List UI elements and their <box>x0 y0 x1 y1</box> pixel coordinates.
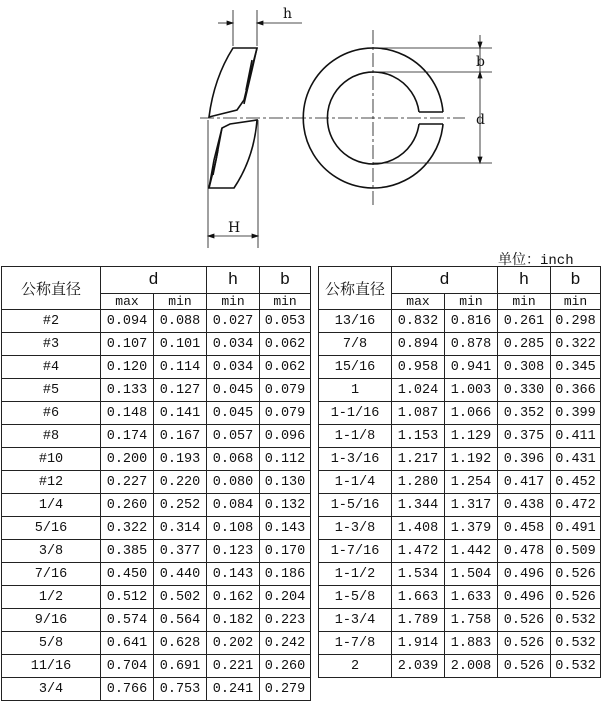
cell-d-max: 1.344 <box>392 494 445 517</box>
cell-b-min: 0.079 <box>260 402 311 425</box>
table-row <box>2 471 311 494</box>
cell-b-min: 0.186 <box>260 563 311 586</box>
cell-h-min: 0.162 <box>207 586 260 609</box>
cell-b-min: 0.526 <box>551 586 601 609</box>
cell-h-min: 0.057 <box>207 425 260 448</box>
table-row <box>319 517 601 540</box>
cell-nominal-size: 11/16 <box>2 655 101 678</box>
cell-nominal-size: 7/8 <box>319 333 392 356</box>
cell-b-min: 0.532 <box>551 632 601 655</box>
cell-b-min: 0.130 <box>260 471 311 494</box>
cell-d-max: 0.574 <box>101 609 154 632</box>
table-row <box>319 448 601 471</box>
table-row <box>2 563 311 586</box>
cell-nominal-size: #6 <box>2 402 101 425</box>
cell-h-min: 0.221 <box>207 655 260 678</box>
header-d-max: max <box>101 294 154 310</box>
cell-d-max: 0.120 <box>101 356 154 379</box>
cell-h-min: 0.478 <box>498 540 551 563</box>
cell-nominal-size: 3/4 <box>2 678 101 701</box>
cell-d-max: 0.894 <box>392 333 445 356</box>
cell-nominal-size: 1-1/8 <box>319 425 392 448</box>
cell-h-min: 0.352 <box>498 402 551 425</box>
table-row <box>319 632 601 655</box>
cell-b-min: 0.491 <box>551 517 601 540</box>
cell-b-min: 0.298 <box>551 310 601 333</box>
cell-b-min: 0.223 <box>260 609 311 632</box>
table-row <box>2 379 311 402</box>
cell-h-min: 0.080 <box>207 471 260 494</box>
cell-nominal-size: 1-7/16 <box>319 540 392 563</box>
cell-nominal-size: 1-7/8 <box>319 632 392 655</box>
cell-d-min: 1.254 <box>445 471 498 494</box>
cell-d-max: 0.227 <box>101 471 154 494</box>
header-d: d <box>392 267 498 294</box>
cell-b-min: 0.132 <box>260 494 311 517</box>
table-row <box>2 310 311 333</box>
cell-b-min: 0.204 <box>260 586 311 609</box>
cell-d-min: 0.564 <box>154 609 207 632</box>
cell-d-max: 0.704 <box>101 655 154 678</box>
table-row <box>2 494 311 517</box>
cell-d-min: 1.379 <box>445 517 498 540</box>
label-d: d <box>476 112 485 128</box>
cell-nominal-size: 1 <box>319 379 392 402</box>
cell-d-min: 0.816 <box>445 310 498 333</box>
cell-h-min: 0.034 <box>207 333 260 356</box>
cell-d-max: 1.280 <box>392 471 445 494</box>
cell-d-min: 0.628 <box>154 632 207 655</box>
cell-h-min: 0.308 <box>498 356 551 379</box>
cell-d-min: 1.317 <box>445 494 498 517</box>
header-h: h <box>207 267 260 294</box>
table-row <box>319 356 601 379</box>
header-h: h <box>498 267 551 294</box>
cell-nominal-size: 9/16 <box>2 609 101 632</box>
cell-d-max: 0.107 <box>101 333 154 356</box>
cell-d-min: 2.008 <box>445 655 498 678</box>
spring-washer-drawing <box>0 0 604 250</box>
cell-b-min: 0.399 <box>551 402 601 425</box>
header-d-min: min <box>445 294 498 310</box>
table-row <box>2 448 311 471</box>
cell-b-min: 0.532 <box>551 655 601 678</box>
header-h-min: min <box>207 294 260 310</box>
cell-d-max: 0.260 <box>101 494 154 517</box>
cell-h-min: 0.034 <box>207 356 260 379</box>
table-row <box>319 425 601 448</box>
cell-d-min: 1.883 <box>445 632 498 655</box>
cell-b-min: 0.526 <box>551 563 601 586</box>
cell-d-max: 1.472 <box>392 540 445 563</box>
cell-nominal-size: 1-5/8 <box>319 586 392 609</box>
cell-d-min: 1.504 <box>445 563 498 586</box>
header-b: b <box>551 267 601 294</box>
cell-b-min: 0.366 <box>551 379 601 402</box>
table-row <box>2 356 311 379</box>
cell-d-min: 0.753 <box>154 678 207 701</box>
cell-h-min: 0.526 <box>498 632 551 655</box>
header-b-min: min <box>551 294 601 310</box>
cell-d-min: 0.502 <box>154 586 207 609</box>
cell-d-min: 0.440 <box>154 563 207 586</box>
cell-nominal-size: 1-3/8 <box>319 517 392 540</box>
cell-h-min: 0.396 <box>498 448 551 471</box>
cell-d-max: 0.832 <box>392 310 445 333</box>
table-row <box>319 379 601 402</box>
cell-h-min: 0.330 <box>498 379 551 402</box>
cell-h-min: 0.123 <box>207 540 260 563</box>
cell-d-min: 1.129 <box>445 425 498 448</box>
cell-b-min: 0.509 <box>551 540 601 563</box>
cell-d-max: 0.641 <box>101 632 154 655</box>
cell-d-max: 0.958 <box>392 356 445 379</box>
cell-h-min: 0.068 <box>207 448 260 471</box>
cell-d-max: 0.133 <box>101 379 154 402</box>
cell-d-min: 0.314 <box>154 517 207 540</box>
cell-h-min: 0.458 <box>498 517 551 540</box>
table-row <box>2 425 311 448</box>
label-H: H <box>228 220 241 236</box>
cell-d-max: 1.217 <box>392 448 445 471</box>
cell-nominal-size: 1-1/16 <box>319 402 392 425</box>
table-row <box>319 402 601 425</box>
header-b: b <box>260 267 311 294</box>
cell-b-min: 0.345 <box>551 356 601 379</box>
dimension-table-right <box>318 266 601 678</box>
table-row <box>2 333 311 356</box>
cell-d-min: 1.758 <box>445 609 498 632</box>
table-row <box>319 540 601 563</box>
cell-nominal-size: 1-1/4 <box>319 471 392 494</box>
cell-d-min: 0.088 <box>154 310 207 333</box>
cell-b-min: 0.260 <box>260 655 311 678</box>
cell-h-min: 0.108 <box>207 517 260 540</box>
dimension-table-left <box>1 266 311 701</box>
table-row <box>2 540 311 563</box>
cell-d-min: 0.101 <box>154 333 207 356</box>
table-row <box>2 586 311 609</box>
cell-h-min: 0.241 <box>207 678 260 701</box>
cell-d-max: 1.024 <box>392 379 445 402</box>
cell-nominal-size: #3 <box>2 333 101 356</box>
cell-nominal-size: 1-5/16 <box>319 494 392 517</box>
cell-b-min: 0.062 <box>260 333 311 356</box>
table-row <box>319 310 601 333</box>
cell-nominal-size: #4 <box>2 356 101 379</box>
cell-b-min: 0.112 <box>260 448 311 471</box>
cell-d-max: 0.766 <box>101 678 154 701</box>
cell-d-max: 0.512 <box>101 586 154 609</box>
cell-b-min: 0.053 <box>260 310 311 333</box>
cell-b-min: 0.242 <box>260 632 311 655</box>
table-row <box>2 632 311 655</box>
cell-h-min: 0.202 <box>207 632 260 655</box>
cell-h-min: 0.438 <box>498 494 551 517</box>
table-row <box>2 517 311 540</box>
cell-nominal-size: #2 <box>2 310 101 333</box>
cell-h-min: 0.045 <box>207 379 260 402</box>
cell-b-min: 0.452 <box>551 471 601 494</box>
cell-nominal-size: 1/2 <box>2 586 101 609</box>
cell-h-min: 0.417 <box>498 471 551 494</box>
table-row <box>319 609 601 632</box>
header-d-max: max <box>392 294 445 310</box>
cell-nominal-size: #12 <box>2 471 101 494</box>
cell-d-min: 0.878 <box>445 333 498 356</box>
label-b: b <box>476 54 485 70</box>
cell-b-min: 0.322 <box>551 333 601 356</box>
cell-d-min: 0.141 <box>154 402 207 425</box>
cell-d-min: 0.691 <box>154 655 207 678</box>
cell-d-min: 0.252 <box>154 494 207 517</box>
table-row <box>319 333 601 356</box>
cell-nominal-size: 2 <box>319 655 392 678</box>
table-row <box>2 655 311 678</box>
table-row <box>2 678 311 701</box>
cell-d-max: 1.408 <box>392 517 445 540</box>
label-h: h <box>283 6 293 22</box>
cell-h-min: 0.375 <box>498 425 551 448</box>
cell-d-min: 0.193 <box>154 448 207 471</box>
cell-nominal-size: 3/8 <box>2 540 101 563</box>
cell-d-min: 0.220 <box>154 471 207 494</box>
cell-d-max: 0.385 <box>101 540 154 563</box>
cell-d-min: 0.167 <box>154 425 207 448</box>
unit-label: 单位：inch <box>498 253 574 269</box>
cell-b-min: 0.079 <box>260 379 311 402</box>
cell-nominal-size: 5/16 <box>2 517 101 540</box>
cell-h-min: 0.496 <box>498 586 551 609</box>
cell-h-min: 0.182 <box>207 609 260 632</box>
cell-d-max: 1.789 <box>392 609 445 632</box>
cell-h-min: 0.285 <box>498 333 551 356</box>
cell-nominal-size: 5/8 <box>2 632 101 655</box>
cell-d-max: 0.450 <box>101 563 154 586</box>
cell-b-min: 0.062 <box>260 356 311 379</box>
dimension-lines <box>208 10 492 248</box>
cell-nominal-size: 1-3/16 <box>319 448 392 471</box>
cell-d-min: 0.941 <box>445 356 498 379</box>
table-row <box>319 655 601 678</box>
cell-d-min: 1.003 <box>445 379 498 402</box>
cell-b-min: 0.096 <box>260 425 311 448</box>
cell-nominal-size: 1/4 <box>2 494 101 517</box>
cell-d-max: 0.148 <box>101 402 154 425</box>
cell-b-min: 0.143 <box>260 517 311 540</box>
cell-b-min: 0.279 <box>260 678 311 701</box>
cell-d-min: 1.066 <box>445 402 498 425</box>
cell-d-max: 1.663 <box>392 586 445 609</box>
cell-d-max: 1.087 <box>392 402 445 425</box>
cell-d-max: 1.153 <box>392 425 445 448</box>
cell-nominal-size: #5 <box>2 379 101 402</box>
cell-nominal-size: 1-1/2 <box>319 563 392 586</box>
cell-d-min: 0.114 <box>154 356 207 379</box>
table-row <box>2 609 311 632</box>
header-d-min: min <box>154 294 207 310</box>
cell-d-min: 1.442 <box>445 540 498 563</box>
header-h-min: min <box>498 294 551 310</box>
cell-d-max: 1.914 <box>392 632 445 655</box>
cell-nominal-size: 13/16 <box>319 310 392 333</box>
table-row <box>319 471 601 494</box>
header-nominal-diameter: 公称直径 <box>319 267 392 310</box>
cell-b-min: 0.411 <box>551 425 601 448</box>
cell-d-max: 0.174 <box>101 425 154 448</box>
cell-d-max: 0.094 <box>101 310 154 333</box>
cell-b-min: 0.472 <box>551 494 601 517</box>
header-d: d <box>101 267 207 294</box>
cell-h-min: 0.526 <box>498 609 551 632</box>
cell-d-max: 2.039 <box>392 655 445 678</box>
cell-d-min: 0.127 <box>154 379 207 402</box>
cell-d-max: 0.200 <box>101 448 154 471</box>
cell-b-min: 0.532 <box>551 609 601 632</box>
cell-d-max: 0.322 <box>101 517 154 540</box>
cell-h-min: 0.084 <box>207 494 260 517</box>
cell-nominal-size: #10 <box>2 448 101 471</box>
cell-d-max: 1.534 <box>392 563 445 586</box>
header-b-min: min <box>260 294 311 310</box>
cell-nominal-size: 7/16 <box>2 563 101 586</box>
cell-b-min: 0.431 <box>551 448 601 471</box>
cell-d-min: 1.633 <box>445 586 498 609</box>
table-row <box>2 402 311 425</box>
cell-h-min: 0.027 <box>207 310 260 333</box>
cell-d-min: 1.192 <box>445 448 498 471</box>
cell-b-min: 0.170 <box>260 540 311 563</box>
header-nominal-diameter: 公称直径 <box>2 267 101 310</box>
cell-h-min: 0.045 <box>207 402 260 425</box>
cell-h-min: 0.496 <box>498 563 551 586</box>
table-row <box>319 563 601 586</box>
cell-h-min: 0.143 <box>207 563 260 586</box>
table-row <box>319 494 601 517</box>
table-row <box>319 586 601 609</box>
cell-d-min: 0.377 <box>154 540 207 563</box>
cell-h-min: 0.261 <box>498 310 551 333</box>
cell-nominal-size: 1-3/4 <box>319 609 392 632</box>
cell-h-min: 0.526 <box>498 655 551 678</box>
cell-nominal-size: 15/16 <box>319 356 392 379</box>
cell-nominal-size: #8 <box>2 425 101 448</box>
